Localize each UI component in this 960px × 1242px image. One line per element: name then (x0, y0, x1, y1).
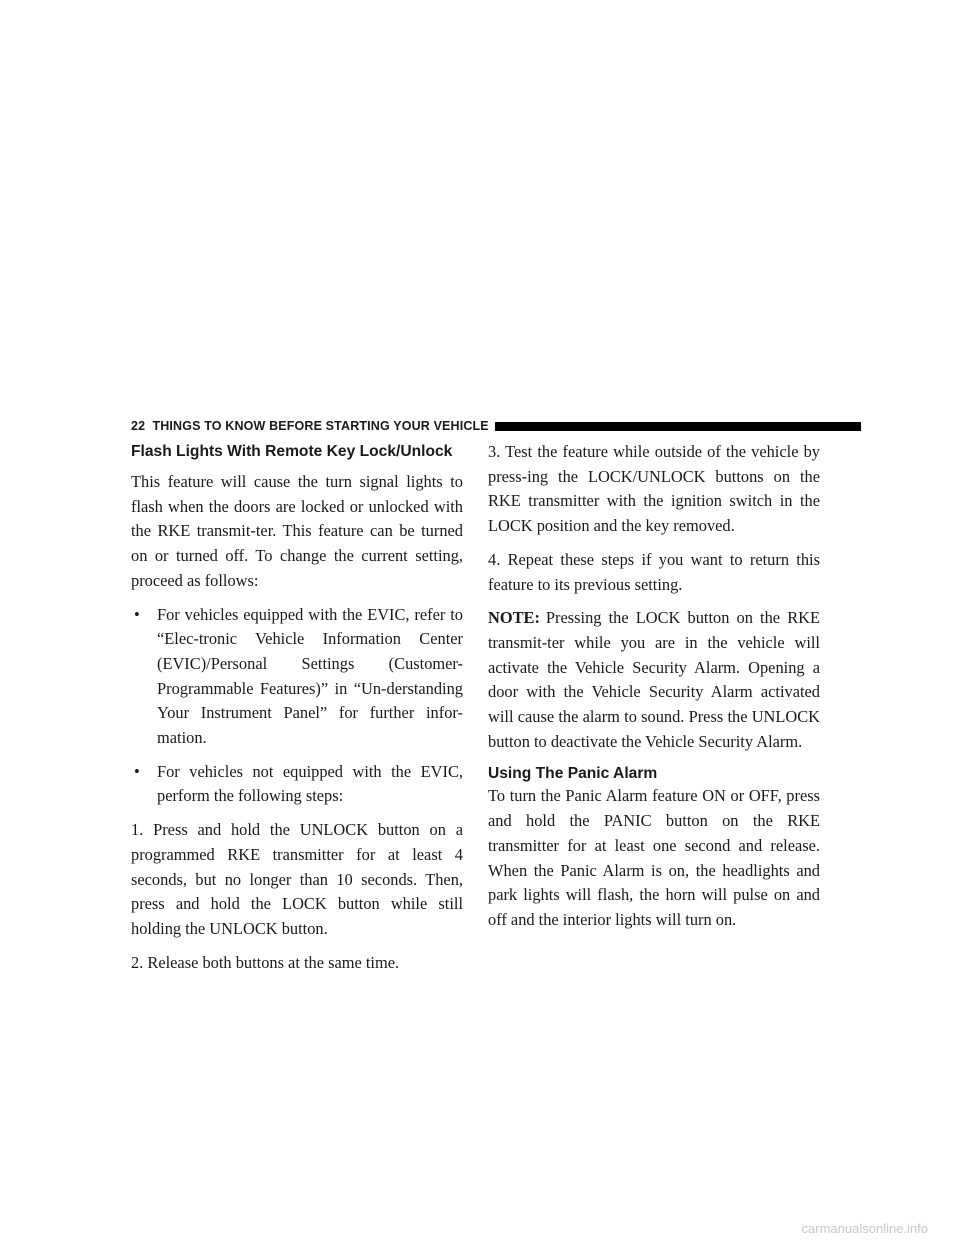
right-column (488, 440, 820, 942)
left-column (131, 440, 463, 984)
section-heading-panic-alarm: Using The Panic Alarm (488, 765, 658, 783)
bullet-icon: • (134, 761, 140, 781)
header-rule (495, 422, 861, 431)
panic-alarm-paragraph: To turn the Panic Alarm feature ON or OFF, press and hold the PANIC button on the RKE transmitter for at least one second and release. When the Panic Alarm is on, the headlights and park lights will flash, the horn will pulse on and off and the interior lights will turn on. (488, 786, 820, 929)
page-header-text (131, 419, 489, 433)
step-4: 4. Repeat these steps if you want to return this feature to its previous setting. (488, 549, 820, 594)
bullet-text: For vehicles equipped with the EVIC, refer to “Elec-tronic Vehicle Information Center (EVIC)/Personal Settings (Customer-Programmable Features)” in “Un-derstanding Your Instrument Panel” for further infor-mation. (157, 604, 463, 748)
bullet-item (131, 760, 463, 809)
bullet-text: For vehicles not equipped with the EVIC, perform the following steps: (157, 761, 463, 806)
section-title: THINGS TO KNOW BEFORE STARTING YOUR VEHICLE (152, 419, 489, 433)
bullet-item (131, 603, 463, 751)
note-text: Pressing the LOCK button on the RKE transmit-ter while you are in the vehicle will activate the Vehicle Security Alarm. Opening a door with the Vehicle Security Alarm activated will cause the alarm to sound. Press the UNLOCK button to deactivate the Vehicle Security Alarm. (488, 608, 820, 751)
bullet-icon: • (134, 604, 140, 624)
step-1: 1. Press and hold the UNLOCK button on a programmed RKE transmitter for at least 4 seconds, but no longer than 10 seconds. Then, press and hold the LOCK button while still holding the UNLOCK button. (131, 820, 463, 938)
page-header (131, 418, 861, 434)
step-3: 3. Test the feature while outside of the vehicle by press-ing the LOCK/UNLOCK buttons on the RKE transmitter with the ignition switch in the LOCK position and the key removed. (488, 442, 820, 536)
intro-paragraph: This feature will cause the turn signal lights to flash when the doors are locked or unlocked with the RKE transmit-ter. This feature can be turned on or turned off. To change the current setting, proceed as follows: (131, 472, 463, 590)
note-paragraph (488, 606, 820, 754)
section-heading-flash-lights: Flash Lights With Remote Key Lock/Unlock (131, 443, 453, 460)
note-label: NOTE: (488, 608, 540, 628)
step-2: 2. Release both buttons at the same time. (131, 952, 400, 972)
watermark: carmanualsonline.info (801, 1221, 928, 1236)
page-number: 22 (131, 419, 146, 433)
